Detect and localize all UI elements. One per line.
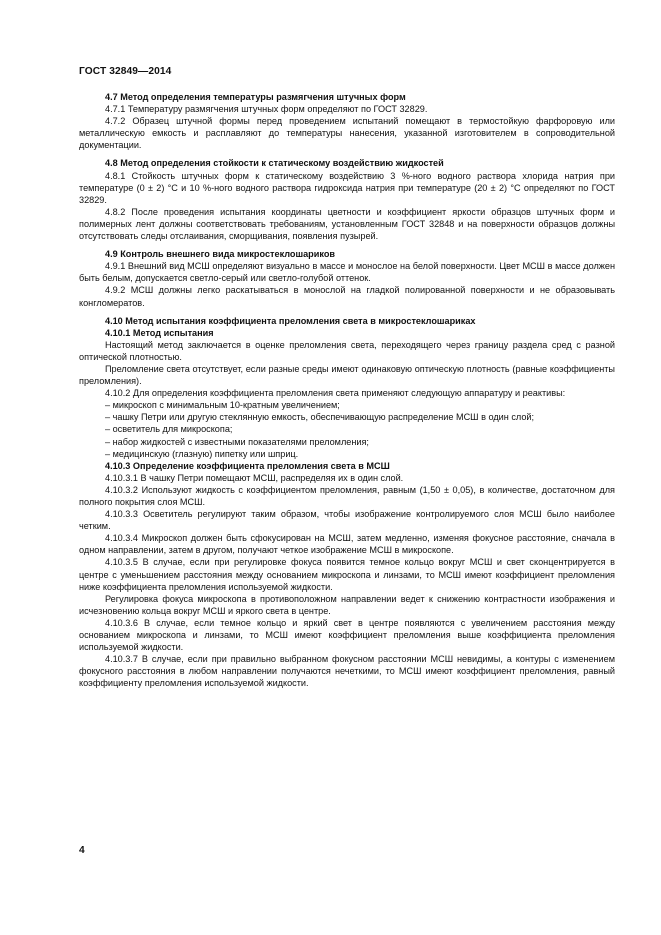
page-number: 4 bbox=[79, 845, 85, 856]
paragraph-4-9-2: 4.9.2 МСШ должны легко раскатываться в монослой на гладкой полированной поверхности и не образовывать конгломератов. bbox=[79, 285, 615, 308]
paragraph-4-10-3-1: 4.10.3.1 В чашку Петри помещают МСШ, распределяя их в один слой. bbox=[105, 472, 404, 483]
subsection-heading-4-10-1: 4.10.1 Метод испытания bbox=[105, 327, 214, 338]
document-body bbox=[79, 91, 615, 690]
paragraph-4-7-2: 4.7.2 Образец штучной формы перед проведением испытаний помещают в термостойкую фарфоровую или металлическую емкость и расплавляют до температуры нанесения, указанной изготовителем в сопроводительной документации. bbox=[79, 116, 615, 151]
list-item: – набор жидкостей с известными показателями преломления; bbox=[105, 436, 369, 447]
paragraph-4-10-3-5: 4.10.3.5 В случае, если при регулировке фокуса появится темное кольцо вокруг МСШ и свет сконцентрируется в центре с уменьшением расстояния между основанием микроскопа и линзами, то МСШ имеют коэффициент преломления ниже коэффициента преломления используемой жидкости. bbox=[79, 557, 615, 592]
paragraph-focus-regulation: Регулировка фокуса микроскопа в противоположном направлении ведет к снижению контрастности изображения и исчезновению кольца вокруг МСШ и яркого света в центре. bbox=[79, 593, 615, 616]
paragraph-no-refraction: Преломление света отсутствует, если разные среды имеют одинаковую оптическую плотность (равные коэффициенты преломления). bbox=[79, 363, 615, 387]
paragraph-4-10-3-2: 4.10.3.2 Используют жидкость с коэффициентом преломления, равным (1,50 ± 0,05), в количестве, достаточном для полного покрытия слоя МСШ. bbox=[79, 484, 615, 507]
paragraph-4-10-2: 4.10.2 Для определения коэффициента преломления света применяют следующую аппаратуру и реактивы: bbox=[105, 388, 566, 399]
paragraph-4-10-3-6: 4.10.3.6 В случае, если темное кольцо и яркий свет в центре появляются с увеличением расстояния между основанием микроскопа и линзами, то МСШ имеют коэффициент преломления выше коэффициента преломления используемой жидкости. bbox=[79, 617, 615, 653]
subsection-heading-4-10-3: 4.10.3 Определение коэффициента преломления света в МСШ bbox=[105, 460, 390, 471]
list-item: – медицинскую (глазную) пипетку или шприц. bbox=[105, 448, 299, 459]
section-heading-4-10: 4.10 Метод испытания коэффициента преломления света в микростеклошариках bbox=[105, 315, 476, 326]
document-code-header: ГОСТ 32849—2014 bbox=[79, 66, 172, 77]
paragraph-4-10-3-4: 4.10.3.4 Микроскоп должен быть сфокусирован на МСШ, затем медленно, изменяя фокусное расстояние, сначала в одном направлении, затем в другом, получают четкое изображение МСШ в микроскопе. bbox=[79, 533, 615, 556]
paragraph-4-10-3-3: 4.10.3.3 Осветитель регулируют таким образом, чтобы изображение контролируемого слоя МСШ было наиболее четким. bbox=[79, 509, 615, 532]
paragraph-method-description: Настоящий метод заключается в оценке преломления света, переходящего через границу раздела сред с разной оптической плотностью. bbox=[79, 339, 615, 362]
paragraph-4-9-1: 4.9.1 Внешний вид МСШ определяют визуально в массе и монослое на белой поверхности. Цвет МСШ в массе должен быть белым, допускается светло-серый или светло-голубой оттенок. bbox=[79, 261, 615, 284]
paragraph-4-8-2: 4.8.2 После проведения испытания координаты цветности и коэффициент яркости образцов штучных форм и полимерных лент должны соответствовать требованиям, установленным ГОСТ 32848 и на поверхности образцов должны отсутствовать следы отслаивания, сморщивания, появления пузырей. bbox=[79, 206, 615, 242]
paragraph-4-7-1: 4.7.1 Температуру размягчения штучных форм определяют по ГОСТ 32829. bbox=[105, 104, 428, 115]
list-item: – осветитель для микроскопа; bbox=[105, 424, 233, 435]
list-item: – микроскоп с минимальным 10-кратным увеличением; bbox=[105, 400, 340, 411]
section-heading-4-8: 4.8 Метод определения стойкости к статическому воздействию жидкостей bbox=[105, 158, 444, 169]
list-item: – чашку Петри или другую стеклянную емкость, обеспечивающую распределение МСШ в один слой; bbox=[105, 412, 535, 423]
paragraph-4-8-1: 4.8.1 Стойкость штучных форм к статическому воздействию 3 %-ного водного раствора хлорида натрия при температуре (0 ± 2) °С и 10 %-ного водного раствора гидроксида натрия при температуре (20 ± 2) °С определяют по ГОСТ 32829. bbox=[79, 170, 615, 205]
section-heading-4-9: 4.9 Контроль внешнего вида микростеклошариков bbox=[105, 249, 335, 260]
paragraph-4-10-3-7: 4.10.3.7 В случае, если при правильно выбранном фокусном расстоянии МСШ невидимы, а контуры с изменением фокусного расстояния в любом направлении получаются нечеткими, то МСШ имеют коэффициент преломления, равный коэффициенту преломления используемой жидкости. bbox=[79, 654, 615, 689]
section-heading-4-7: 4.7 Метод определения температуры размягчения штучных форм bbox=[105, 92, 406, 102]
